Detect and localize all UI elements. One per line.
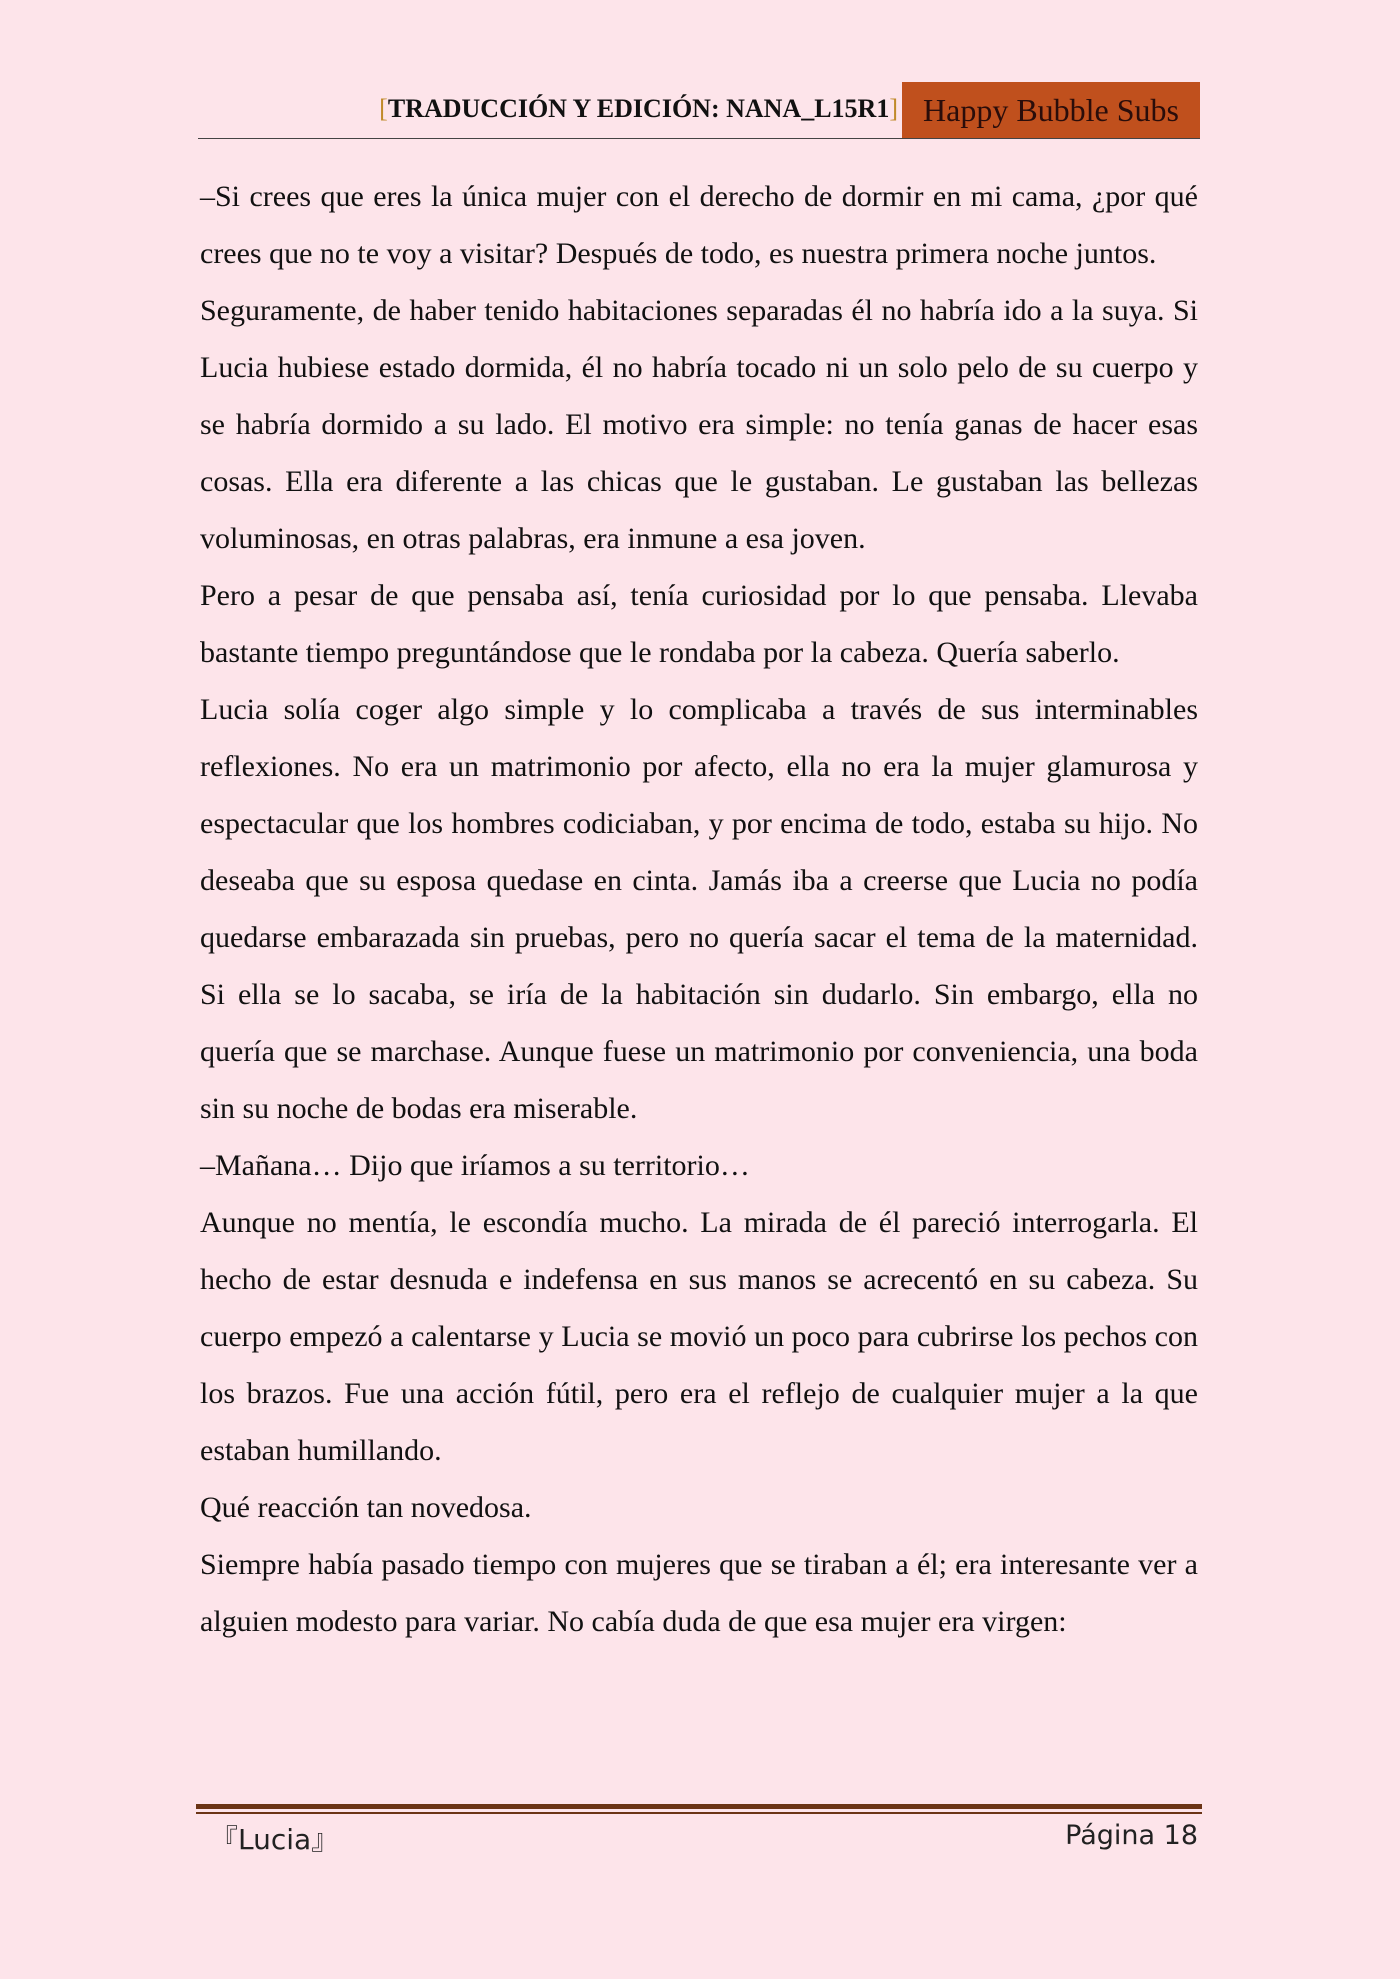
paragraph: Seguramente, de haber tenido habitaciones separadas él no habría ido a la suya. Si Lucia hubiese estado dormida, él no habría tocado ni un solo pelo de su cuerpo y se habría dormido a su lado. El motivo era simple: no tenía ganas de hacer esas cosas. Ella era diferente a las chicas que le gustaban. Le gustaban las bellezas voluminosas, en otras palabras, era inmune a esa joven. xyxy=(200,294,1198,555)
page-number: Página 18 xyxy=(1065,1820,1198,1851)
paragraph: Pero a pesar de que pensaba así, tenía curiosidad por lo que pensaba. Llevaba bastante tiempo preguntándose que le rondaba por la cabeza. Quería saberlo. xyxy=(200,579,1198,669)
page-header xyxy=(198,82,1200,139)
paragraph: –Mañana… Dijo que iríamos a su territorio… xyxy=(200,1149,750,1182)
footer-rule-thick xyxy=(196,1804,1202,1809)
group-name-badge: Happy Bubble Subs xyxy=(902,82,1200,138)
paragraph: –Si crees que eres la única mujer con el derecho de dormir en mi cama, ¿por qué crees que no te voy a visitar? Después de todo, es nuestra primera noche juntos. xyxy=(200,180,1198,270)
credit-text: TRADUCCIÓN Y EDICIÓN: NANA_L15R1 xyxy=(387,94,890,123)
body-text xyxy=(200,168,1198,1650)
bracket-open: [ xyxy=(379,94,388,123)
paragraph: Siempre había pasado tiempo con mujeres que se tiraban a él; era interesante ver a alguien modesto para variar. No cabía duda de que esa mujer era virgen: xyxy=(200,1548,1198,1638)
bracket-close: ] xyxy=(889,94,898,123)
paragraph: Lucia solía coger algo simple y lo complicaba a través de sus interminables reflexiones. No era un matrimonio por afecto, ella no era la mujer glamurosa y espectacular que los hombres codiciaban, y por encima de todo, estaba su hijo. No deseaba que su esposa quedase en cinta. Jamás iba a creerse que Lucia no podía quedarse embarazada sin pruebas, pero no quería sacar el tema de la maternidad. Si ella se lo sacaba, se iría de la habitación sin dudarlo. Sin embargo, ella no quería que se marchase. Aunque fuese un matrimonio por conveniencia, una boda sin su noche de bodas era miserable. xyxy=(200,693,1198,1125)
translation-credit xyxy=(379,94,898,124)
footer-rule-thin xyxy=(196,1812,1202,1814)
paragraph: Aunque no mentía, le escondía mucho. La mirada de él pareció interrogarla. El hecho de estar desnuda e indefensa en sus manos se acrecentó en su cabeza. Su cuerpo empezó a calentarse y Lucia se movió un poco para cubrirse los pechos con los brazos. Fue una acción fútil, pero era el reflejo de cualquier mujer a la que estaban humillando. xyxy=(200,1206,1198,1467)
paragraph: Qué reacción tan novedosa. xyxy=(200,1491,532,1524)
book-title: 『Lucia』 xyxy=(210,1823,340,1856)
